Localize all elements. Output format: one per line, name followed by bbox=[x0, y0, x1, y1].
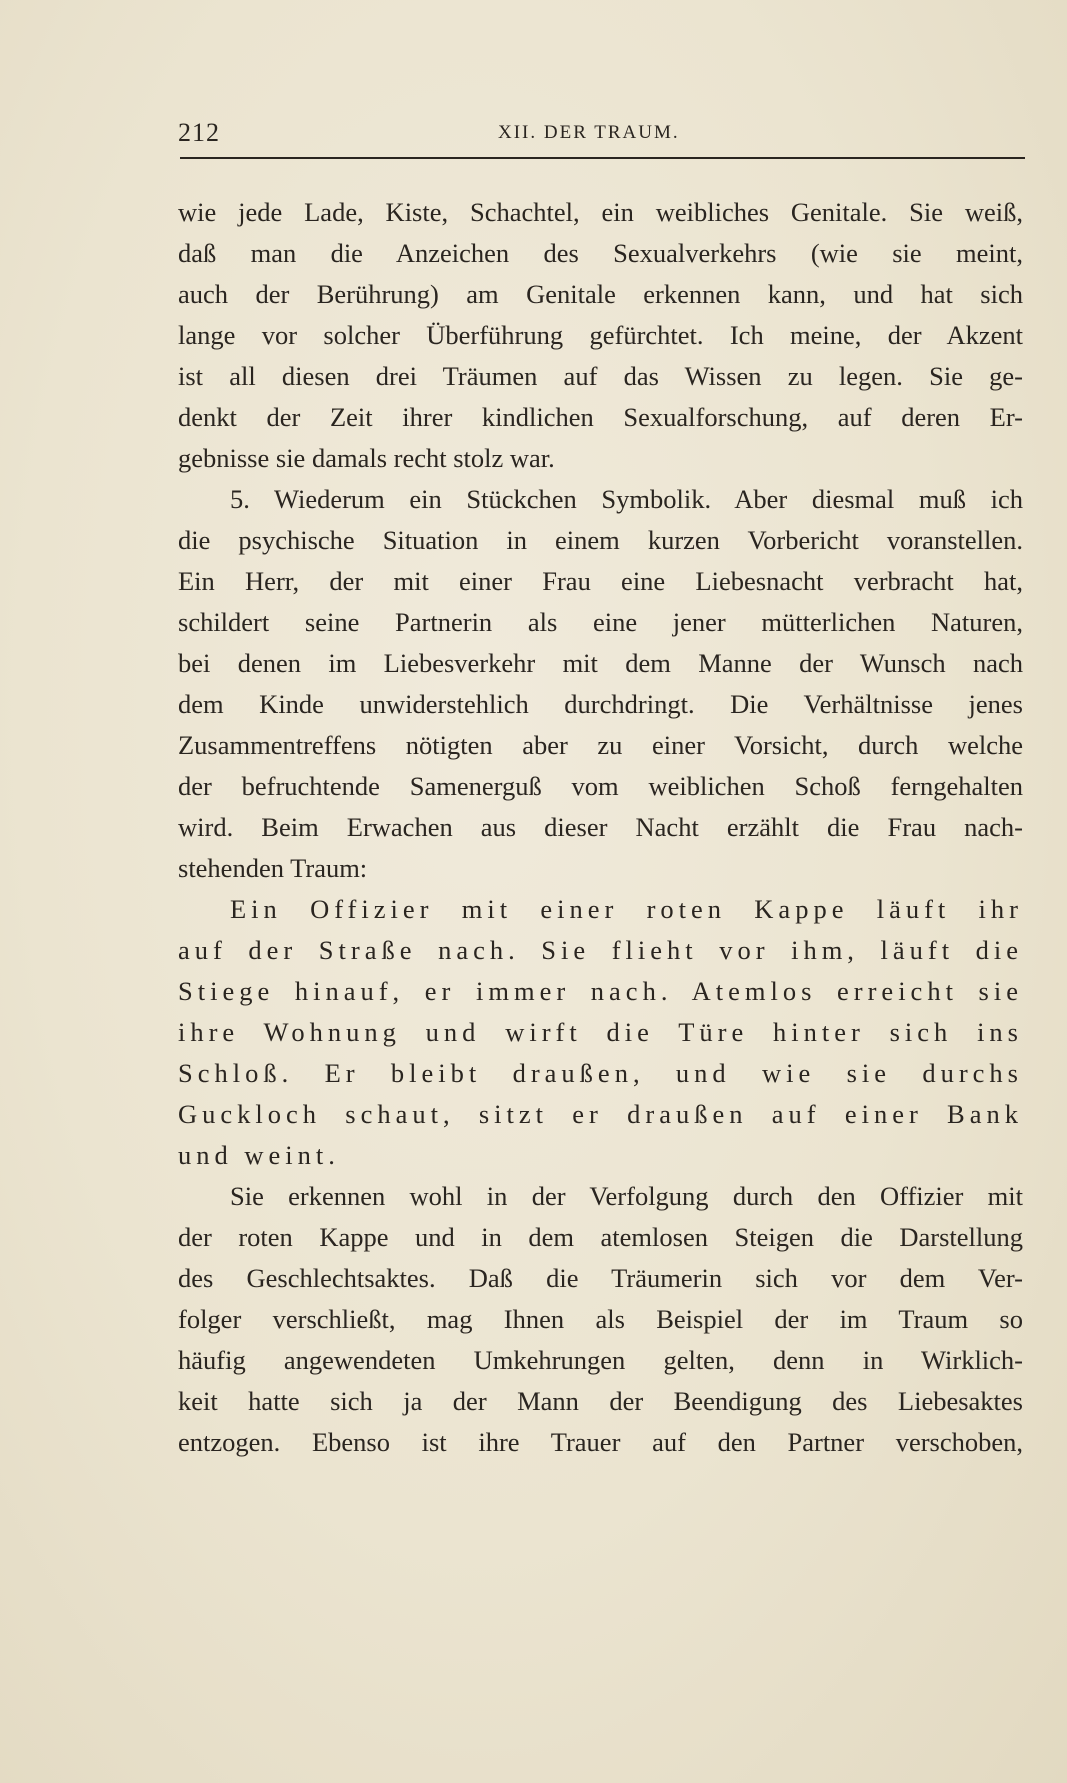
text-line: denkt der Zeit ihrer kindlichen Sexualforschung, auf deren Er- bbox=[178, 402, 1023, 432]
text-line: Guckloch schaut, sitzt er draußen auf einer Bank bbox=[178, 1099, 1023, 1129]
text-line: schildert seine Partnerin als eine jener mütterlichen Naturen, bbox=[178, 607, 1023, 637]
text-line: entzogen. Ebenso ist ihre Trauer auf den Partner verschoben, bbox=[178, 1427, 1023, 1457]
text-line: lange vor solcher Überführung gefürchtet. Ich meine, der Akzent bbox=[178, 320, 1023, 350]
page-number: 212 bbox=[178, 118, 220, 147]
text-line: keit hatte sich ja der Mann der Beendigung des Liebesaktes bbox=[178, 1386, 1023, 1416]
running-head: XII. DER TRAUM. bbox=[498, 122, 680, 143]
body-text bbox=[178, 192, 1023, 1463]
text-line: die psychische Situation in einem kurzen Vorbericht voranstellen. bbox=[178, 525, 1023, 555]
text-line: der roten Kappe und in dem atemlosen Steigen die Darstellung bbox=[178, 1222, 1023, 1252]
text-line: ist all diesen drei Träumen auf das Wissen zu legen. Sie ge- bbox=[178, 361, 1023, 391]
text-line: Ein Herr, der mit einer Frau eine Liebesnacht verbracht hat, bbox=[178, 566, 1023, 596]
text-line: der befruchtende Samenerguß vom weiblichen Schoß ferngehalten bbox=[178, 771, 1023, 801]
text-line: dem Kinde unwiderstehlich durchdringt. Die Verhältnisse jenes bbox=[178, 689, 1023, 719]
text-line: wie jede Lade, Kiste, Schachtel, ein weibliches Genitale. Sie weiß, bbox=[178, 197, 1023, 227]
header-rule bbox=[180, 157, 1025, 159]
text-line: Zusammentreffens nötigten aber zu einer Vorsicht, durch welche bbox=[178, 730, 1023, 760]
text-line: 5. Wiederum ein Stückchen Symbolik. Aber diesmal muß ich bbox=[230, 484, 1023, 514]
text-line: Ein Offizier mit einer roten Kappe läuft ihr bbox=[230, 894, 1023, 924]
text-line: Sie erkennen wohl in der Verfolgung durch den Offizier mit bbox=[230, 1181, 1023, 1211]
text-line: Schloß. Er bleibt draußen, und wie sie durchs bbox=[178, 1058, 1023, 1088]
text-line: auf der Straße nach. Sie flieht vor ihm, läuft die bbox=[178, 935, 1023, 965]
text-line: bei denen im Liebesverkehr mit dem Manne der Wunsch nach bbox=[178, 648, 1023, 678]
text-line: des Geschlechtsaktes. Daß die Träumerin sich vor dem Ver- bbox=[178, 1263, 1023, 1293]
text-line: auch der Berührung) am Genitale erkennen kann, und hat sich bbox=[178, 279, 1023, 309]
text-line: und weint. bbox=[178, 1140, 340, 1170]
text-line: daß man die Anzeichen des Sexualverkehrs (wie sie meint, bbox=[178, 238, 1023, 268]
text-line: Stiege hinauf, er immer nach. Atemlos erreicht sie bbox=[178, 976, 1023, 1006]
page-header bbox=[178, 118, 1026, 158]
text-line: ihre Wohnung und wirft die Türe hinter sich ins bbox=[178, 1017, 1023, 1047]
text-line: folger verschließt, mag Ihnen als Beispiel der im Traum so bbox=[178, 1304, 1023, 1334]
text-line: stehenden Traum: bbox=[178, 853, 368, 883]
text-line: wird. Beim Erwachen aus dieser Nacht erzählt die Frau nach- bbox=[178, 812, 1023, 842]
text-line: häufig angewendeten Umkehrungen gelten, denn in Wirklich- bbox=[178, 1345, 1023, 1375]
text-line: gebnisse sie damals recht stolz war. bbox=[178, 443, 555, 473]
